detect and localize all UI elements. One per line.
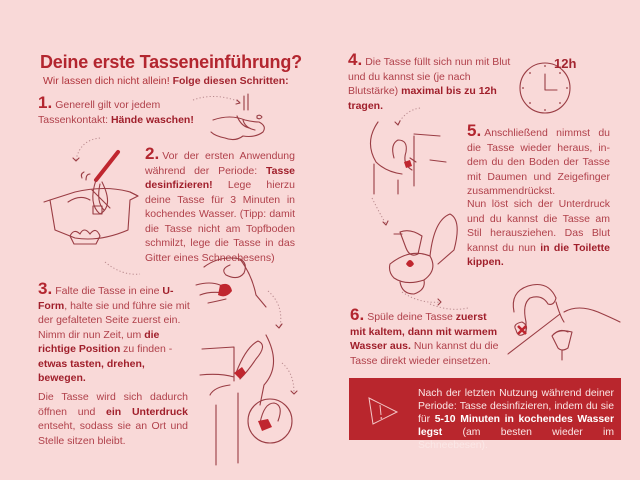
step-number: 1. bbox=[38, 93, 53, 112]
page-title: Deine erste Tasseneinführung? bbox=[40, 52, 302, 72]
step-number: 3. bbox=[38, 279, 53, 298]
fold-and-insert-cup-icon bbox=[190, 255, 320, 470]
step-number: 2. bbox=[145, 144, 160, 163]
page-subtitle: Wir lassen dich nicht allein! Folge diesen Schritten: bbox=[43, 75, 289, 87]
remove-and-empty-cup-icon bbox=[350, 100, 480, 300]
warning-triangle-icon bbox=[363, 390, 405, 430]
pot-with-whisk-icon bbox=[30, 130, 150, 280]
warning-text: Nach der letzten Nutzung während deiner Periode: Tasse desinfizieren, indem du sie für 5-10 Minuten in kochendes Wasser legst (am besten wieder im Schneebesen). bbox=[418, 388, 615, 451]
step-number: 5. bbox=[467, 121, 482, 140]
rinse-cup-faucet-icon bbox=[508, 282, 638, 362]
dotted-arrow-icon bbox=[400, 290, 450, 310]
step-number: 6. bbox=[350, 305, 365, 324]
step-2: 2. Vor der ersten Anwendung während der Periode: Tasse desinfizieren! Lege hierzu deine Tasse für 3 Minuten in kochendes Wasser. (Tipp: damit die Tasse nicht am Topfboden schmilzt, lege die Tasse in das Gitter eines Schneebesens) bbox=[145, 144, 295, 264]
step-5: 5. Anschließend nimmst du die Tasse wieder heraus, indem du den Boden der Tasse mit Daumen und Zeigefinger zusammendrückst. bbox=[467, 121, 610, 197]
step-5-note: Nun löst sich der Unterdruck und du kannst die Tasse am Stil herausziehen. Das Blut kannst du nun in die Toilette kippen. bbox=[467, 198, 610, 268]
warning-box bbox=[349, 378, 621, 451]
hand-washing-icon bbox=[185, 92, 275, 152]
step-6: 6. Spüle deine Tasse zuerst mit kaltem, dann mit warmem Wasser aus. Nun kannst du die Tasse direkt wieder einsetzen. bbox=[350, 305, 499, 367]
step-4: 4. Die Tasse füllt sich nun mit Blut und du kannst sie (je nach Blutstärke) maximal bis zu 12h tragen. bbox=[348, 50, 511, 112]
step-1: 1. Generell gilt vor jedem Tassenkontakt: Hände waschen! bbox=[38, 93, 194, 126]
step-number: 4. bbox=[348, 50, 363, 69]
step-3: 3. Falte die Tasse in eine U-Form, halte sie und führe sie mit der gefalteten Seite zuerst ein. Nimm dir nun Zeit, um die richtige Position zu finden - etwas tasten, drehen, bewegen. bbox=[38, 279, 190, 384]
step-3-note: Die Tasse wird sich dadurch öffnen und ein Unterdruck entseht, sodass sie an Ort und Stelle sitzen bleibt. bbox=[38, 391, 188, 447]
clock-label: 12h bbox=[554, 56, 577, 71]
